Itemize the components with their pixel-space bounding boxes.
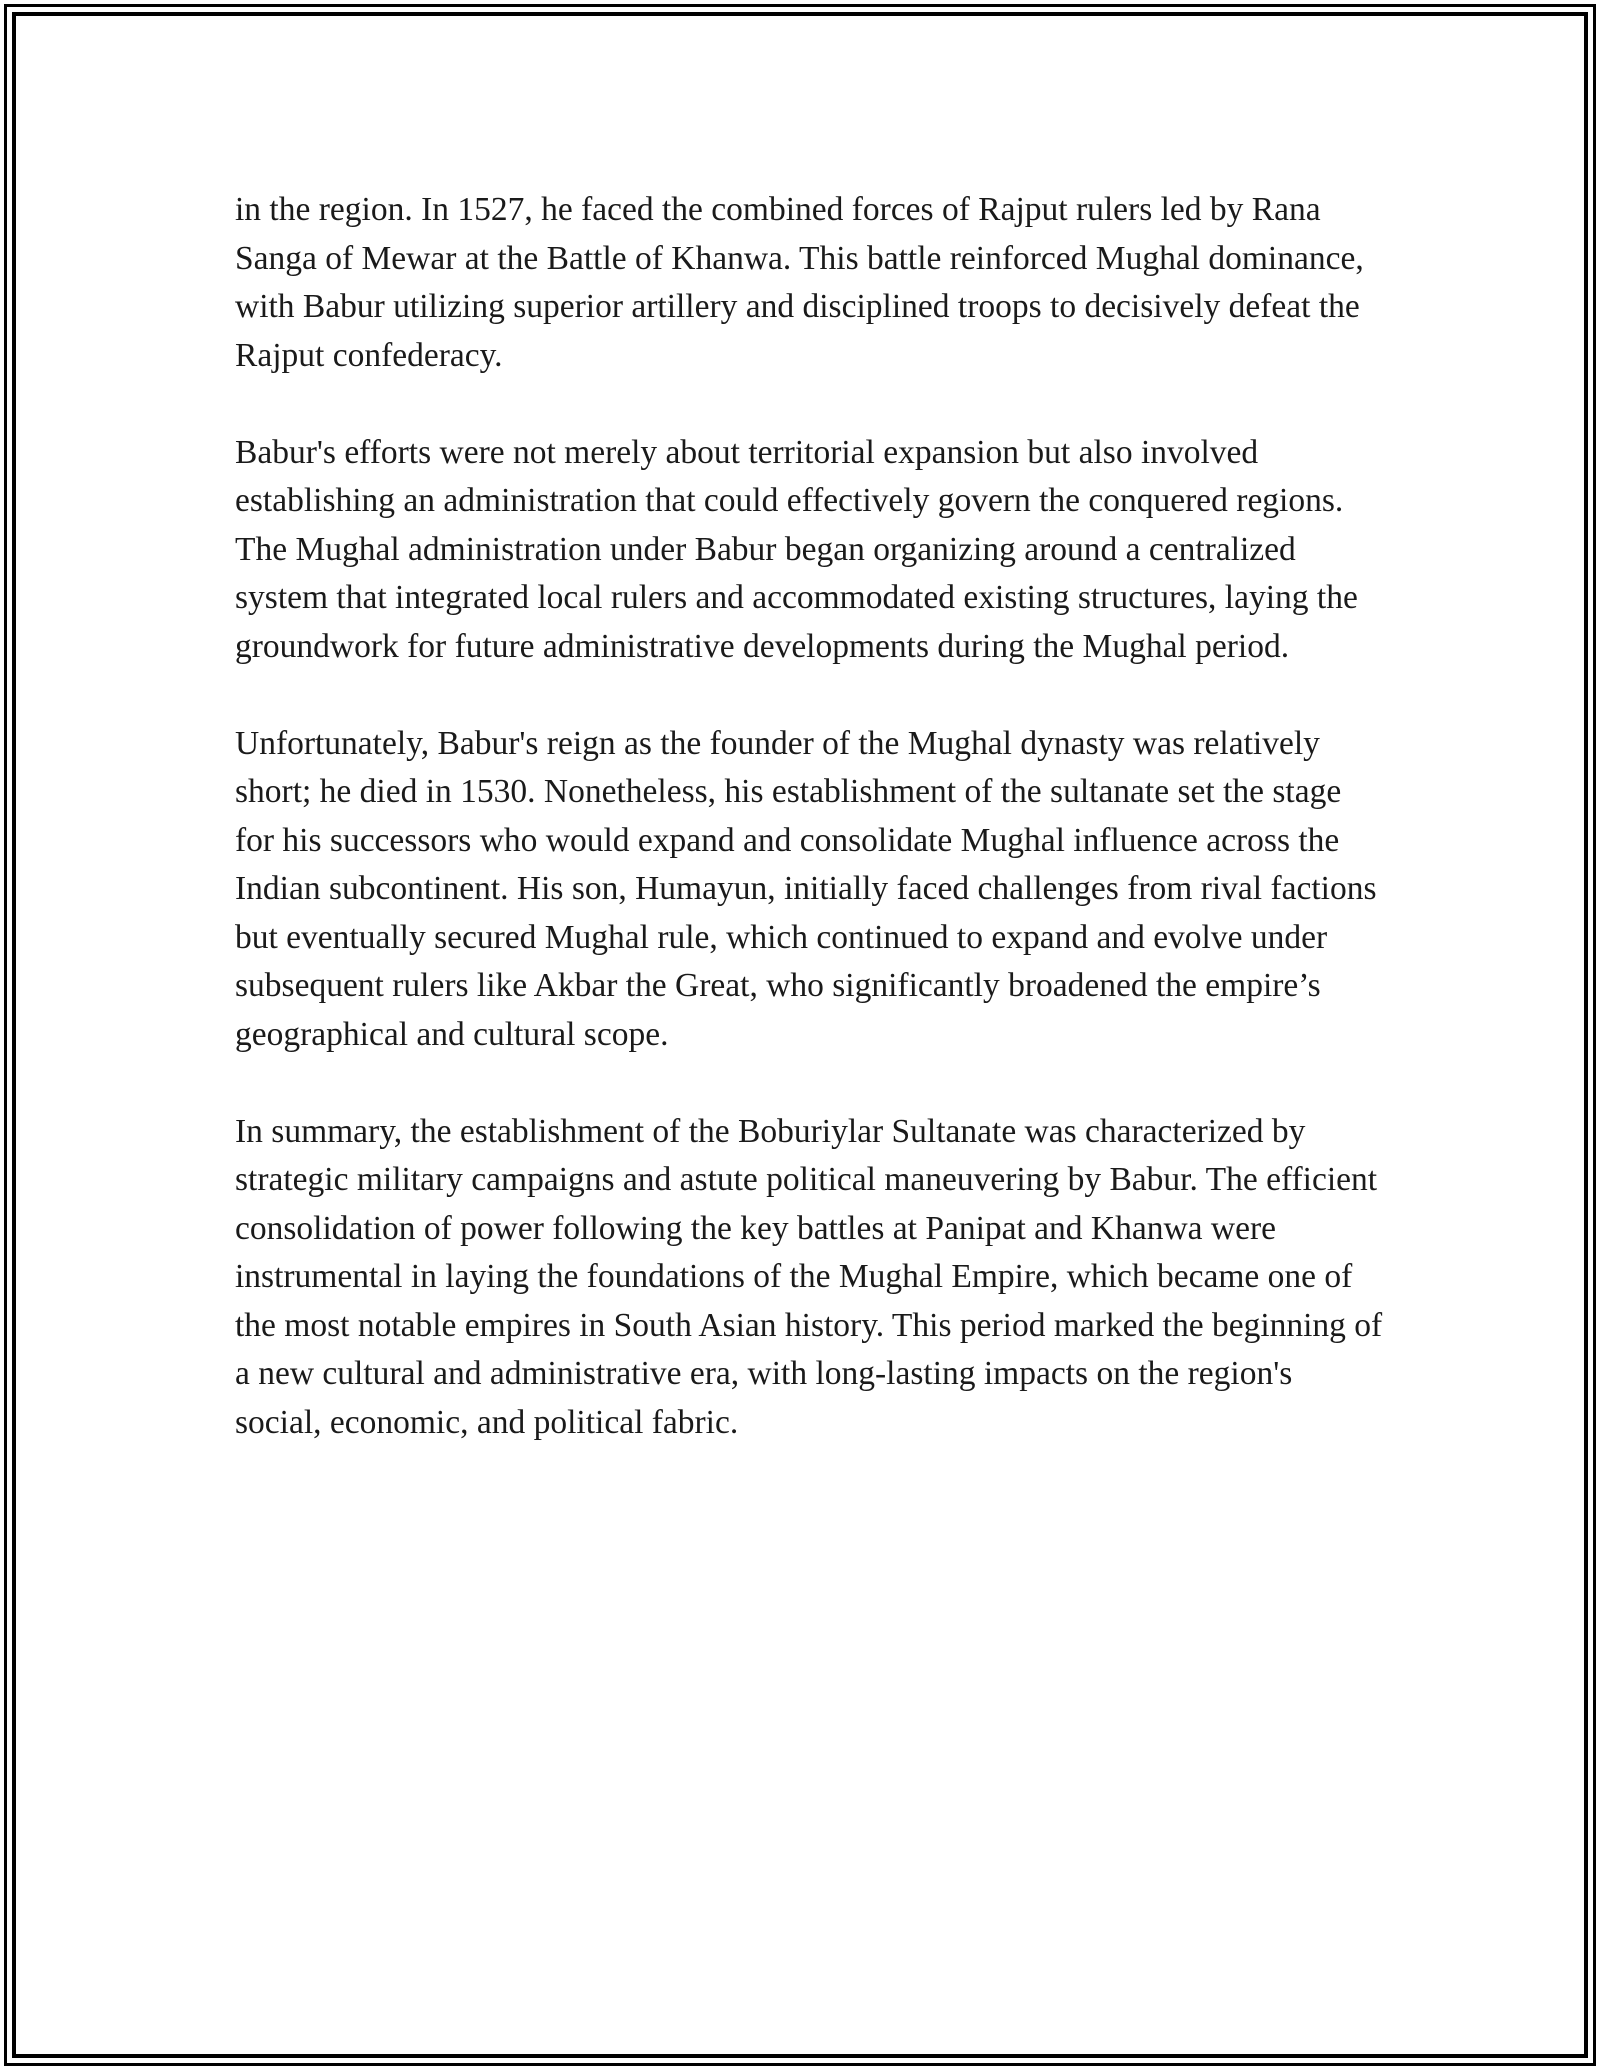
paragraph-1: in the region. In 1527, he faced the combined forces of Rajput rulers led by Rana Sanga of Mewar at the Battle of Khanwa. This battle reinforced Mughal dominance, with Babur utilizing superior artillery and disciplined troops to decisively defeat the Rajput confederacy.: [235, 191, 1364, 374]
document-body: [235, 186, 1385, 1496]
paragraph-3: Unfortunately, Babur's reign as the founder of the Mughal dynasty was relatively short; he died in 1530. Nonetheless, his establishment of the sultanate set the stage for his successors who would expand and consolidate Mughal influence across the Indian subcontinent. His son, Humayun, initially faced challenges from rival factions but eventually secured Mughal rule, which continued to expand and evolve under subsequent rulers like Akbar the Great, who significantly broadened the empire’s geographical and cultural scope.: [235, 724, 1377, 1053]
paragraph-4: In summary, the establishment of the Boburiylar Sultanate was characterized by strategic military campaigns and astute political maneuvering by Babur. The efficient consolidation of power following the key battles at Panipat and Khanwa were instrumental in laying the foundations of the Mughal Empire, which became one of the most notable empires in South Asian history. This period marked the beginning of a new cultural and administrative era, with long-lasting impacts on the region's social, economic, and political fabric.: [235, 1112, 1383, 1441]
paragraph-2: Babur's efforts were not merely about territorial expansion but also involved establishing an administration that could effectively govern the conquered regions. The Mughal administration under Babur began organizing around a centralized system that integrated local rulers and accommodated existing structures, laying the groundwork for future administrative developments during the Mughal period.: [235, 433, 1358, 665]
